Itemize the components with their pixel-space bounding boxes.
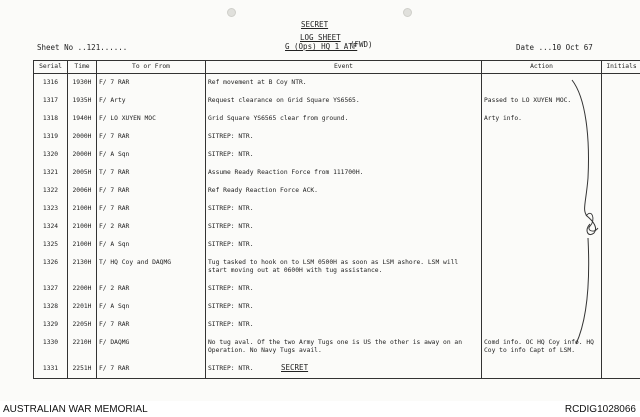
time-cell: 2100H <box>68 218 97 236</box>
serial-cell: 1322 <box>34 182 68 200</box>
from-cell: T/ HQ Coy and DAQMG <box>97 254 206 280</box>
serial-cell: 1317 <box>34 92 68 110</box>
from-cell: F/ 7 RAR <box>97 74 206 93</box>
event-cell: SITREP: NTR. <box>206 200 482 218</box>
event-cell: SITREP: NTR. <box>206 360 482 379</box>
event-cell: SITREP: NTR. <box>206 128 482 146</box>
event-cell: Assume Ready Reaction Force from 111700H. <box>206 164 482 182</box>
col-serial: Serial <box>34 61 68 74</box>
event-cell: SITREP: NTR. <box>206 218 482 236</box>
initials-cell <box>602 360 640 379</box>
serial-cell: 1318 <box>34 110 68 128</box>
unit-title: G (Ops) HQ 1 ATF <box>285 42 358 51</box>
serial-cell: 1331 <box>34 360 68 379</box>
event-cell: Ref movement at B Coy NTR. <box>206 74 482 93</box>
serial-cell: 1321 <box>34 164 68 182</box>
serial-cell: 1320 <box>34 146 68 164</box>
sheet-dots-pre: .. <box>77 43 87 52</box>
from-cell: F/ DAQMG <box>97 334 206 360</box>
from-cell: T/ 7 RAR <box>97 164 206 182</box>
time-cell: 2210H <box>68 334 97 360</box>
time-cell: 2000H <box>68 128 97 146</box>
event-cell: SITREP: NTR. <box>206 298 482 316</box>
table-row <box>34 334 640 360</box>
date-value: 10 Oct 67 <box>552 43 593 52</box>
table-row <box>34 360 640 379</box>
table-row <box>34 128 640 146</box>
table-row <box>34 110 640 128</box>
classification-bottom: SECRET <box>281 363 309 372</box>
action-cell <box>482 360 602 379</box>
time-cell: 2130H <box>68 254 97 280</box>
serial-cell: 1327 <box>34 280 68 298</box>
log-sheet-title: LOG SHEET <box>300 33 341 42</box>
table-row <box>34 236 640 254</box>
from-cell: F/ 7 RAR <box>97 128 206 146</box>
action-cell: Arty info. <box>482 110 602 128</box>
time-cell: 2201H <box>68 298 97 316</box>
serial-cell: 1325 <box>34 236 68 254</box>
sheet-no-value: 121 <box>86 43 101 52</box>
date-dots-pre: ... <box>538 43 553 52</box>
date-label: Date <box>516 43 535 52</box>
time-cell: 1935H <box>68 92 97 110</box>
time-cell: 2200H <box>68 280 97 298</box>
event-cell: SITREP: NTR. <box>206 280 482 298</box>
time-cell: 2251H <box>68 360 97 379</box>
time-cell: 2005H <box>68 164 97 182</box>
sheet-dots: ...... <box>100 43 128 52</box>
time-cell: 2100H <box>68 236 97 254</box>
serial-cell: 1328 <box>34 298 68 316</box>
archive-credit-left: AUSTRALIAN WAR MEMORIAL <box>3 404 148 415</box>
handwritten-initials-bracket <box>564 78 608 348</box>
from-cell: F/ 7 RAR <box>97 200 206 218</box>
event-cell: Tug tasked to hook on to LSM 0500H as soon as LSM ashore. LSM will start moving out at 0600H with tug assistance. <box>206 254 482 280</box>
table-row <box>34 316 640 334</box>
time-cell: 1930H <box>68 74 97 93</box>
table-row <box>34 182 640 200</box>
table-row <box>34 74 640 93</box>
from-cell: F/ Arty <box>97 92 206 110</box>
table-row <box>34 146 640 164</box>
event-cell: Grid Square YS6565 clear from ground. <box>206 110 482 128</box>
fwd-label: (FWD) <box>350 40 373 49</box>
serial-cell: 1329 <box>34 316 68 334</box>
from-cell: F/ A Sqn <box>97 146 206 164</box>
serial-cell: 1330 <box>34 334 68 360</box>
from-cell: F/ 7 RAR <box>97 316 206 334</box>
table-row <box>34 92 640 110</box>
from-cell: F/ 7 RAR <box>97 360 206 379</box>
archive-credit-bar <box>0 401 640 417</box>
classification-top: SECRET <box>301 20 329 29</box>
table-row <box>34 298 640 316</box>
time-cell: 2100H <box>68 200 97 218</box>
col-initials: Initials <box>602 61 640 74</box>
sheet-label: Sheet No <box>37 43 74 52</box>
event-cell: SITREP: NTR. <box>206 236 482 254</box>
from-cell: F/ 7 RAR <box>97 182 206 200</box>
event-cell: No tug aval. Of the two Army Tugs one is US the other is away on an Operation. No Navy Tugs avail. <box>206 334 482 360</box>
serial-cell: 1326 <box>34 254 68 280</box>
punch-hole-left <box>227 8 236 17</box>
punch-hole-right <box>403 8 412 17</box>
serial-cell: 1324 <box>34 218 68 236</box>
col-time: Time <box>68 61 97 74</box>
sheet-date <box>516 43 593 52</box>
serial-cell: 1323 <box>34 200 68 218</box>
time-cell: 2000H <box>68 146 97 164</box>
col-to-or-from: To or From <box>97 61 206 74</box>
table-header-row <box>34 61 640 74</box>
action-cell: Passed to LO XUYEN MOC. <box>482 92 602 110</box>
action-cell: Comd info. OC HQ Coy info. HQ Coy to info Capt of LSM. <box>482 334 602 360</box>
table-row <box>34 280 640 298</box>
serial-cell: 1319 <box>34 128 68 146</box>
serial-cell: 1316 <box>34 74 68 93</box>
from-cell: F/ 2 RAR <box>97 218 206 236</box>
from-cell: F/ A Sqn <box>97 298 206 316</box>
time-cell: 2006H <box>68 182 97 200</box>
time-cell: 2205H <box>68 316 97 334</box>
event-cell: Request clearance on Grid Square YS6565. <box>206 92 482 110</box>
table-row <box>34 254 640 280</box>
event-cell: SITREP: NTR. <box>206 146 482 164</box>
from-cell: F/ A Sqn <box>97 236 206 254</box>
event-cell: Ref Ready Reaction Force ACK. <box>206 182 482 200</box>
event-cell: SITREP: NTR. <box>206 316 482 334</box>
table-row <box>34 200 640 218</box>
time-cell: 1940H <box>68 110 97 128</box>
archive-credit-right: RCDIG1028066 <box>564 404 636 415</box>
sheet-number <box>37 43 127 52</box>
from-cell: F/ LO XUYEN MOC <box>97 110 206 128</box>
log-table <box>33 60 640 379</box>
col-action: Action <box>482 61 602 74</box>
col-event: Event <box>206 61 482 74</box>
table-row <box>34 218 640 236</box>
table-row <box>34 164 640 182</box>
from-cell: F/ 2 RAR <box>97 280 206 298</box>
